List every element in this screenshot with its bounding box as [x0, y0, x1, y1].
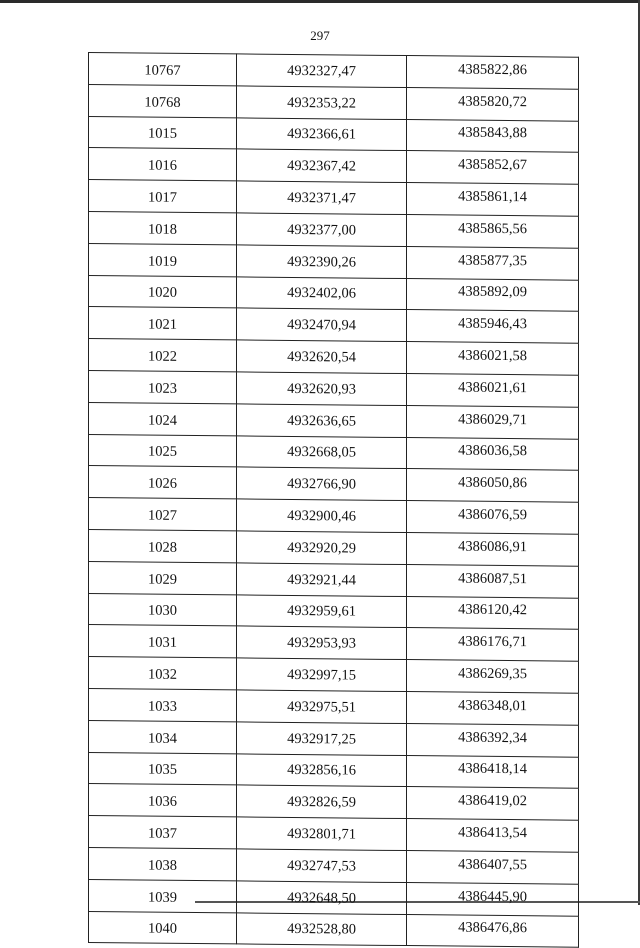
- table-row: [89, 53, 579, 90]
- y-coordinate-cell: 4385820,72: [407, 87, 579, 120]
- x-coordinate-cell: 4932921,44: [237, 563, 407, 596]
- table-row: [89, 625, 579, 662]
- x-coordinate-cell: 4932997,15: [237, 658, 407, 691]
- point-id-cell: 10768: [89, 84, 237, 117]
- table-row: [89, 402, 579, 439]
- y-coordinate-cell: 4385892,09: [407, 278, 579, 311]
- point-id-cell: 1018: [89, 211, 237, 244]
- x-coordinate-cell: 4932390,26: [237, 245, 407, 278]
- y-coordinate-cell: 4386086,91: [407, 533, 579, 566]
- table-row: [89, 180, 579, 217]
- x-coordinate-cell: 4932327,47: [237, 54, 407, 87]
- x-coordinate-cell: 4932900,46: [237, 499, 407, 532]
- point-id-cell: 1025: [89, 434, 237, 467]
- x-coordinate-cell: 4932648,50: [237, 881, 407, 914]
- table-row: [89, 561, 579, 598]
- point-id-cell: 1029: [89, 561, 237, 594]
- table-row: [89, 339, 579, 376]
- x-coordinate-cell: 4932975,51: [237, 690, 407, 723]
- point-id-cell: 1022: [89, 339, 237, 372]
- table-row: [89, 879, 579, 916]
- table-row: [89, 816, 579, 853]
- x-coordinate-cell: 4932920,29: [237, 531, 407, 564]
- point-id-cell: 1016: [89, 148, 237, 181]
- x-coordinate-cell: 4932826,59: [237, 785, 407, 818]
- y-coordinate-cell: 4386348,01: [407, 691, 579, 724]
- table-row: [89, 657, 579, 694]
- coordinates-table: [88, 52, 579, 948]
- y-coordinate-cell: 4386029,71: [407, 405, 579, 438]
- y-coordinate-cell: 4385822,86: [407, 56, 579, 89]
- table-row: [89, 784, 579, 821]
- x-coordinate-cell: 4932620,93: [237, 372, 407, 405]
- point-id-cell: 1033: [89, 688, 237, 721]
- table-row: [89, 84, 579, 121]
- y-coordinate-cell: 4386120,42: [407, 596, 579, 629]
- x-coordinate-cell: 4932371,47: [237, 181, 407, 214]
- point-id-cell: 1031: [89, 625, 237, 658]
- x-coordinate-cell: 4932377,00: [237, 213, 407, 246]
- y-coordinate-cell: 4386176,71: [407, 628, 579, 661]
- table-row: [89, 275, 579, 312]
- x-coordinate-cell: 4932367,42: [237, 149, 407, 182]
- table-row: [89, 370, 579, 407]
- y-coordinate-cell: 4385946,43: [407, 310, 579, 343]
- table-row: [89, 752, 579, 789]
- x-coordinate-cell: 4932470,94: [237, 308, 407, 341]
- x-coordinate-cell: 4932917,25: [237, 722, 407, 755]
- table-row: [89, 498, 579, 535]
- x-coordinate-cell: 4932766,90: [237, 467, 407, 500]
- x-coordinate-cell: 4932366,61: [237, 118, 407, 151]
- point-id-cell: 1035: [89, 752, 237, 785]
- x-coordinate-cell: 4932953,93: [237, 626, 407, 659]
- y-coordinate-cell: 4386419,02: [407, 787, 579, 820]
- table-row: [89, 148, 579, 185]
- point-id-cell: 1039: [89, 879, 237, 912]
- table-row: [89, 307, 579, 344]
- point-id-cell: 1017: [89, 180, 237, 213]
- y-coordinate-cell: 4386087,51: [407, 564, 579, 597]
- table-row: [89, 593, 579, 630]
- y-coordinate-cell: 4386407,55: [407, 850, 579, 883]
- point-id-cell: 1015: [89, 116, 237, 149]
- table-row: [89, 116, 579, 153]
- table-row: [89, 434, 579, 471]
- y-coordinate-cell: 4386076,59: [407, 501, 579, 534]
- point-id-cell: 1023: [89, 370, 237, 403]
- y-coordinate-cell: 4386021,58: [407, 342, 579, 375]
- table-row: [89, 688, 579, 725]
- table-row: [89, 911, 579, 948]
- table-row: [89, 466, 579, 503]
- point-id-cell: 1028: [89, 529, 237, 562]
- page-number: 297: [310, 28, 330, 43]
- point-id-cell: 1020: [89, 275, 237, 308]
- y-coordinate-cell: 4385877,35: [407, 246, 579, 279]
- table-row: [89, 243, 579, 280]
- point-id-cell: 1019: [89, 243, 237, 276]
- x-coordinate-cell: 4932747,53: [237, 849, 407, 882]
- table-row: [89, 720, 579, 757]
- y-coordinate-cell: 4386050,86: [407, 469, 579, 502]
- x-coordinate-cell: 4932801,71: [237, 817, 407, 850]
- point-id-cell: 1030: [89, 593, 237, 626]
- point-id-cell: 1036: [89, 784, 237, 817]
- point-id-cell: 1032: [89, 657, 237, 690]
- table-row: [89, 529, 579, 566]
- x-coordinate-cell: 4932959,61: [237, 594, 407, 627]
- point-id-cell: 10767: [89, 53, 237, 86]
- point-id-cell: 1040: [89, 911, 237, 944]
- x-coordinate-cell: 4932856,16: [237, 753, 407, 786]
- y-coordinate-cell: 4386445,90: [407, 882, 579, 915]
- y-coordinate-cell: 4386392,34: [407, 723, 579, 756]
- x-coordinate-cell: 4932353,22: [237, 86, 407, 119]
- y-coordinate-cell: 4386036,58: [407, 437, 579, 470]
- point-id-cell: 1038: [89, 847, 237, 880]
- point-id-cell: 1026: [89, 466, 237, 499]
- coordinates-table-container: [88, 52, 579, 948]
- table-row: [89, 847, 579, 884]
- point-id-cell: 1027: [89, 498, 237, 531]
- y-coordinate-cell: 4386413,54: [407, 819, 579, 852]
- y-coordinate-cell: 4386476,86: [407, 914, 579, 947]
- y-coordinate-cell: 4386418,14: [407, 755, 579, 788]
- point-id-cell: 1021: [89, 307, 237, 340]
- y-coordinate-cell: 4385861,14: [407, 183, 579, 216]
- y-coordinate-cell: 4386021,61: [407, 374, 579, 407]
- x-coordinate-cell: 4932528,80: [237, 912, 407, 945]
- y-coordinate-cell: 4385852,67: [407, 151, 579, 184]
- coordinates-table-body: [89, 53, 579, 948]
- point-id-cell: 1024: [89, 402, 237, 435]
- x-coordinate-cell: 4932620,54: [237, 340, 407, 373]
- table-row: [89, 211, 579, 248]
- y-coordinate-cell: 4385865,56: [407, 215, 579, 248]
- x-coordinate-cell: 4932402,06: [237, 277, 407, 310]
- point-id-cell: 1034: [89, 720, 237, 753]
- y-coordinate-cell: 4386269,35: [407, 660, 579, 693]
- scan-border-top: [0, 0, 640, 3]
- y-coordinate-cell: 4385843,88: [407, 119, 579, 152]
- x-coordinate-cell: 4932668,05: [237, 435, 407, 468]
- x-coordinate-cell: 4932636,65: [237, 404, 407, 437]
- point-id-cell: 1037: [89, 816, 237, 849]
